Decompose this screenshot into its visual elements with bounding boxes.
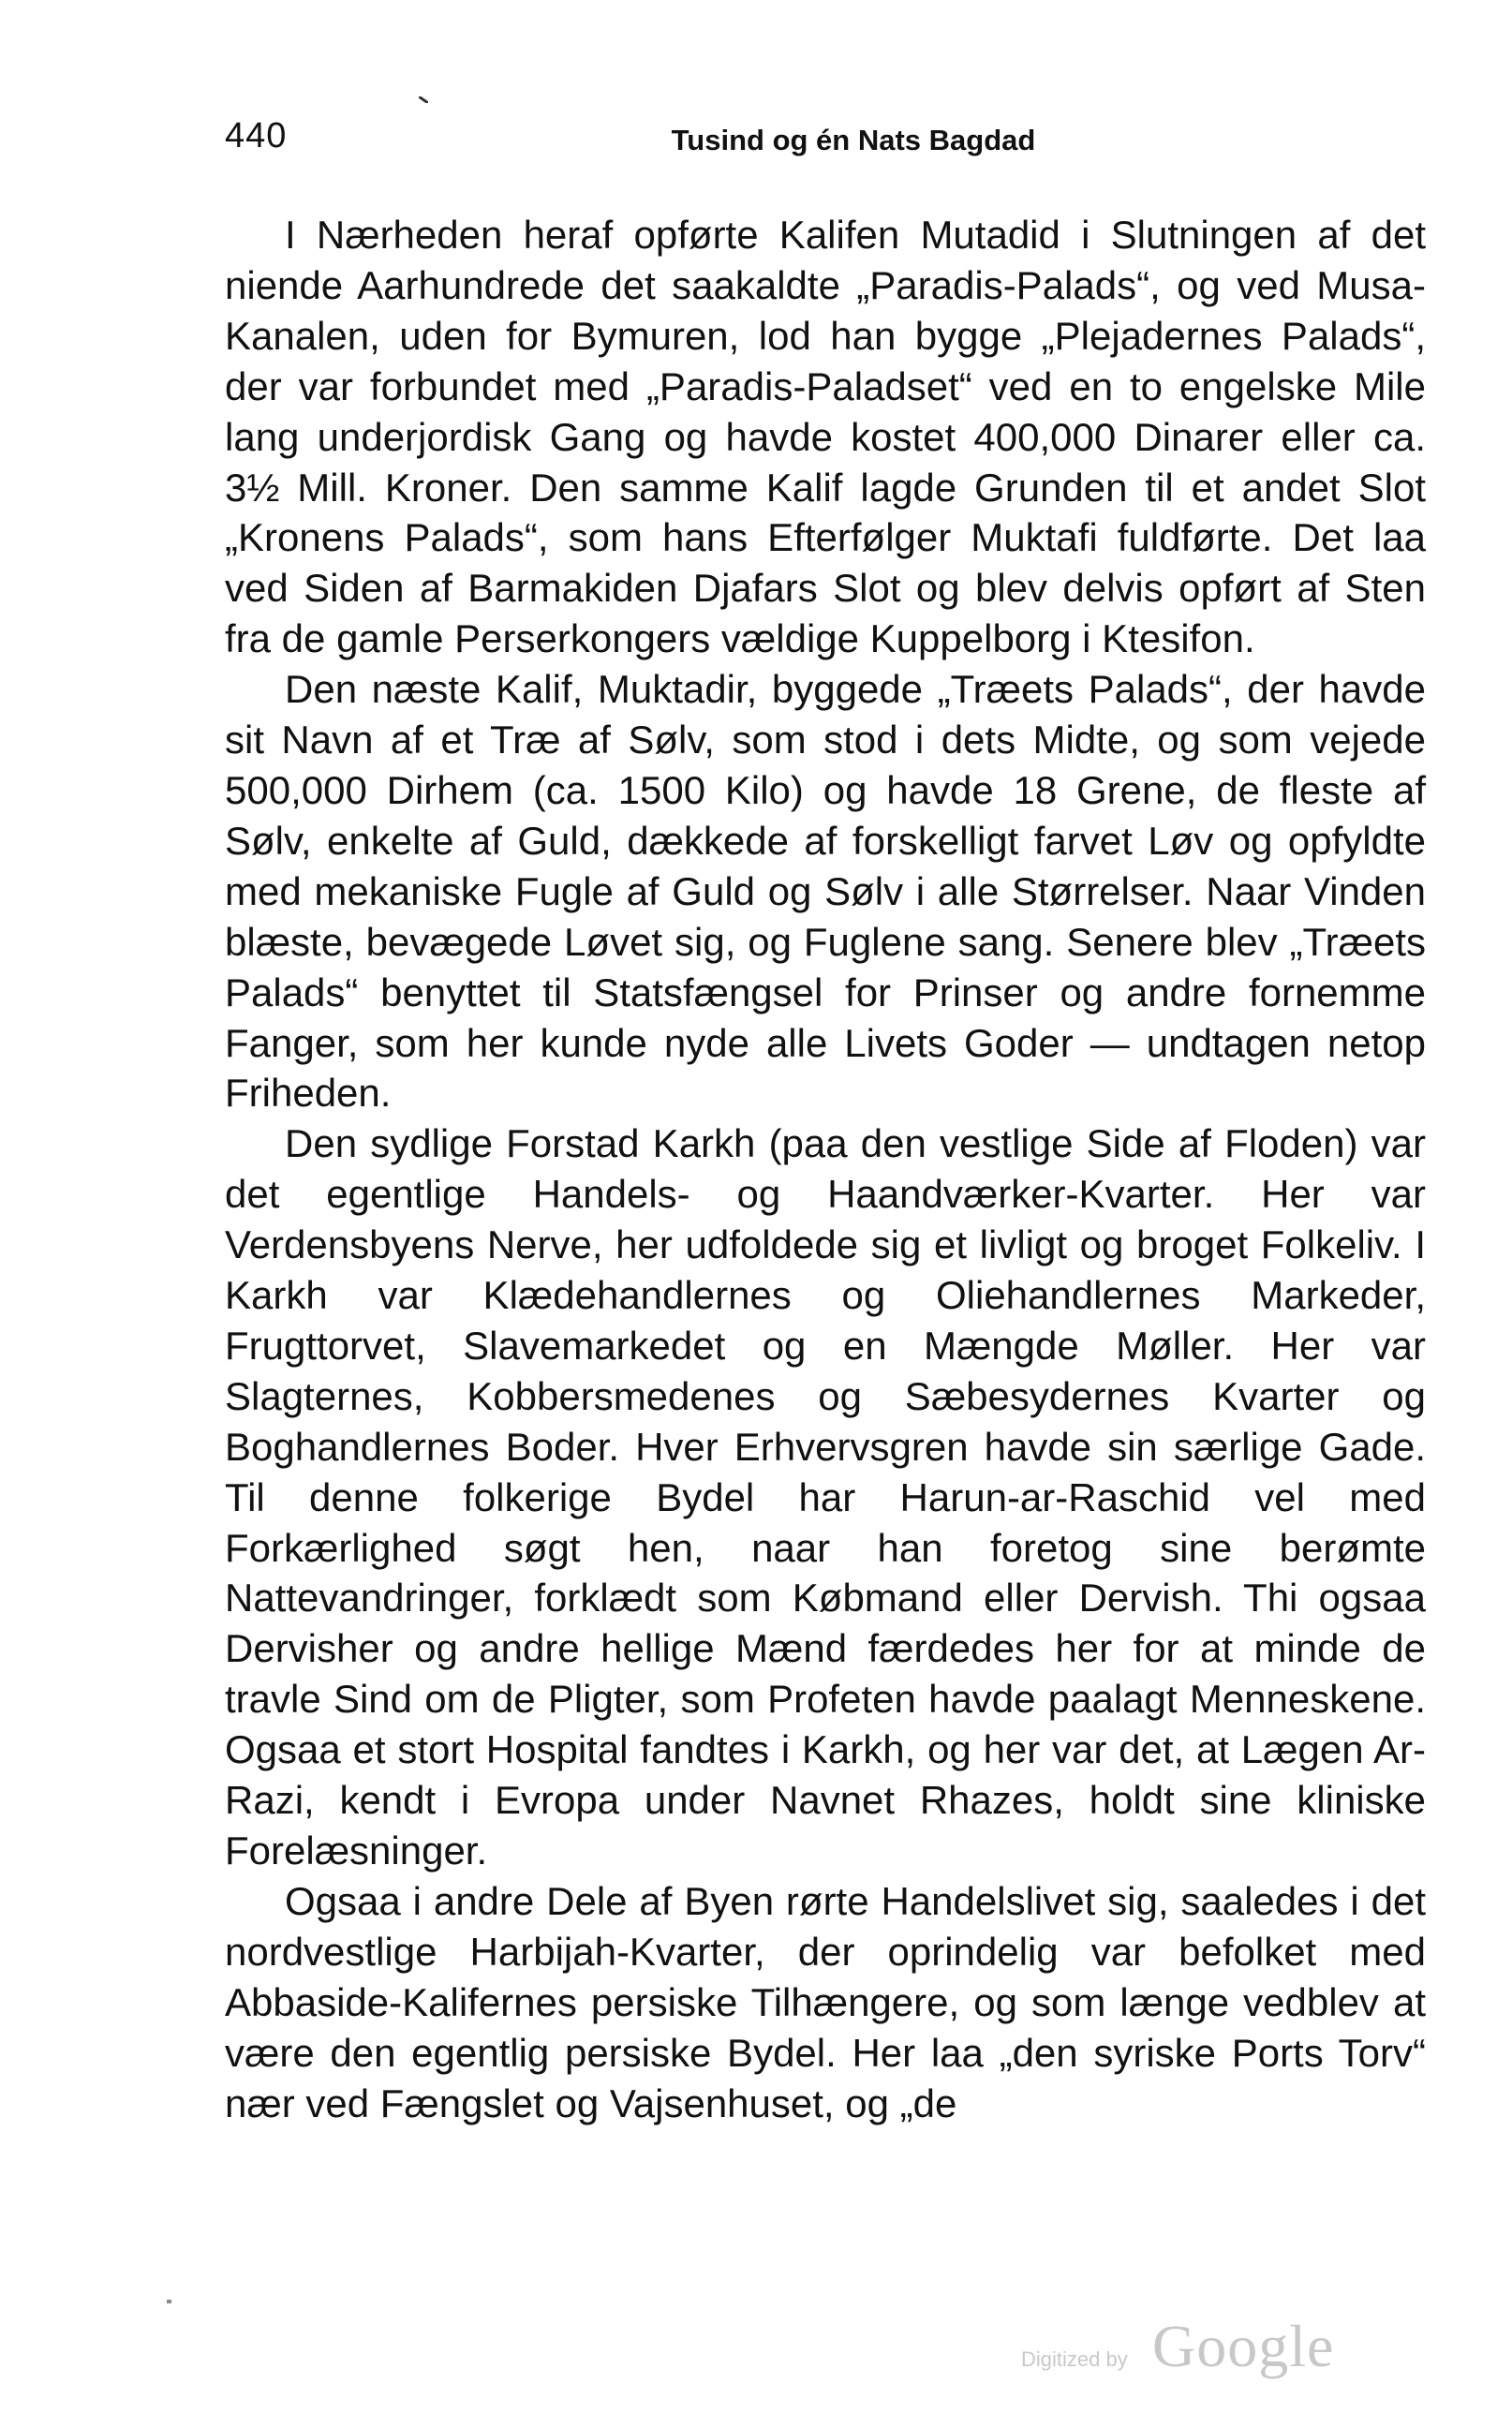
page-number: 440 (225, 116, 288, 155)
google-logo: Google (1152, 2313, 1335, 2379)
page-header (225, 116, 1426, 172)
running-title: Tusind og én Nats Bagdad (671, 124, 1036, 156)
body-text (225, 210, 1426, 2128)
watermark-prefix: Digitized by (1021, 2347, 1128, 2371)
ink-speck (419, 96, 428, 103)
digitized-watermark (1021, 2313, 1358, 2381)
paragraph: I Nærheden heraf opførte Kalifen Mutadid i Slutningen af det niende Aarhundrede det saakaldte „Paradis-Palads“, og ved Musa-Kanalen, uden for Bymuren, lod han bygge „Plejadernes Palads“, der var forbundet med „Paradis-Paladset“ ved en to engelske Mile lang underjordisk Gang og havde kostet 400,000 Dinarer eller ca. 3½ Mill. Kroner. Den samme Kalif lagde Grunden til et andet Slot „Kronens Palads“, som hans Efterfølger Muktafi fuldførte. Det laa ved Siden af Barmakiden Djafars Slot og blev delvis opført af Sten fra de gamle Perserkongers vældige Kuppelborg i Ktesifon. (225, 213, 1426, 661)
ink-dot (167, 2300, 171, 2303)
paragraph: Den næste Kalif, Muktadir, byggede „Træets Palads“, der havde sit Navn af et Træ af Sølv, som stod i dets Midte, og som vejede 500,000 Dirhem (ca. 1500 Kilo) og havde 18 Grene, de fleste af Sølv, enkelte af Guld, dækkede af forskelligt farvet Løv og opfyldte med mekaniske Fugle af Guld og Sølv i alle Størrelser. Naar Vinden blæste, bevægede Løvet sig, og Fuglene sang. Senere blev „Træets Palads“ benyttet til Statsfængsel for Prinser og andre fornemme Fanger, som her kunde nyde alle Livets Goder — undtagen netop Friheden. (225, 667, 1426, 1116)
paragraph: Den sydlige Forstad Karkh (paa den vestlige Side af Floden) var det egentlige Handels- og Haandværker-Kvarter. Her var Verdensbyens Nerve, her udfoldede sig et livligt og broget Folkeliv. I Karkh var Klædehandlernes og Oliehandlernes Markeder, Frugttorvet, Slavemarkedet og en Mængde Møller. Her var Slagternes, Kobbersmedenes og Sæbesydernes Kvarter og Boghandlernes Boder. Hver Erhvervsgren havde sin særlige Gade. Til denne folkerige Bydel har Harun-ar-Raschid vel med Forkærlighed søgt hen, naar han foretog sine berømte Nattevandringer, forklædt som Købmand eller Dervish. Thi ogsaa Dervisher og andre hellige Mænd færdedes her for at minde de travle Sind om de Pligter, som Profeten havde paalagt Menneskene. Ogsaa et stort Hospital fandtes i Karkh, og her var det, at Lægen Ar-Razi, kendt i Evropa under Navnet Rhazes, holdt sine kliniske Forelæsninger. (225, 1121, 1426, 1873)
paragraph: Ogsaa i andre Dele af Byen rørte Handelslivet sig, saaledes i det nordvestlige Harbijah-Kvarter, der oprindelig var befolket med Abbaside-Kalifernes persiske Tilhængere, og som længe vedblev at være den egentlig persiske Bydel. Her laa „den syriske Ports Torv“ nær ved Fængslet og Vajsenhuset, og „de (225, 1878, 1426, 2125)
